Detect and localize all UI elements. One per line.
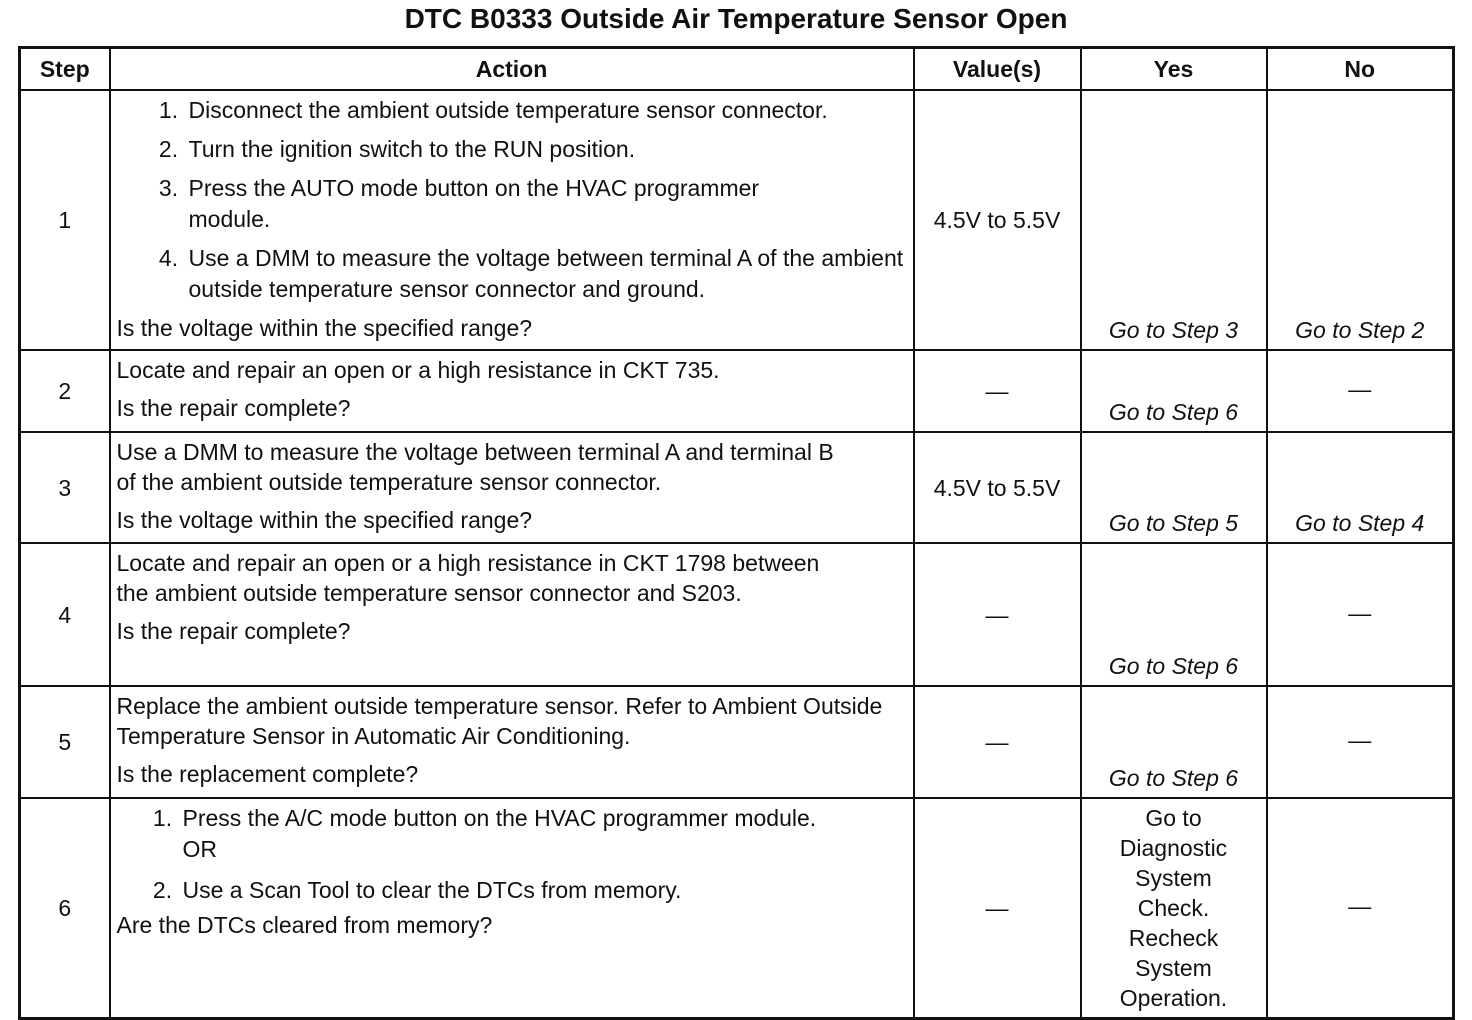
yes-cell: Go to Step 6	[1081, 686, 1267, 798]
action-cell	[110, 90, 914, 350]
no-cell: —	[1267, 350, 1454, 432]
no-cell: Go to Step 4	[1267, 432, 1454, 543]
step-number: 4	[20, 543, 110, 686]
list-item: 1. Disconnect the ambient outside temperature sensor connector.	[185, 95, 905, 126]
table-row	[20, 798, 1454, 1019]
action-steps	[117, 95, 905, 305]
table-row	[20, 543, 1454, 686]
value-cell: 4.5V to 5.5V	[914, 432, 1081, 543]
value-cell: —	[914, 350, 1081, 432]
list-item: 4. Use a DMM to measure the voltage between terminal A of the ambient outside temperature sensor connector and ground.	[185, 243, 905, 305]
table-header-row	[20, 48, 1454, 91]
list-item-text: Press the A/C mode button on the HVAC programmer module.	[182, 805, 817, 831]
step-number: 3	[20, 432, 110, 543]
header-step: Step	[20, 48, 110, 91]
action-cell	[110, 798, 914, 1019]
no-cell: —	[1267, 686, 1454, 798]
list-item: 2. Use a Scan Tool to clear the DTCs from memory.	[179, 875, 905, 906]
action-question: Is the repair complete?	[116, 618, 351, 644]
header-no: No	[1267, 48, 1454, 91]
action-cell	[110, 350, 914, 432]
action-cell	[110, 686, 914, 798]
action-question: Is the repair complete?	[116, 395, 351, 421]
action-question: Is the replacement complete?	[116, 761, 419, 787]
diagnostic-table	[18, 46, 1455, 1020]
action-text: Use a DMM to measure the voltage between terminal A and terminal B of the ambient outside temperature sensor connector.	[116, 439, 834, 495]
list-item	[179, 803, 905, 865]
list-item: 2. Turn the ignition switch to the RUN position.	[185, 134, 905, 165]
header-action: Action	[110, 48, 914, 91]
action-text: Locate and repair an open or a high resistance in CKT 1798 between the ambient outside temperature sensor connector and S203.	[116, 550, 820, 606]
action-cell	[110, 543, 914, 686]
step-number: 2	[20, 350, 110, 432]
value-cell: —	[914, 798, 1081, 1019]
table-row	[20, 686, 1454, 798]
action-text: Replace the ambient outside temperature sensor. Refer to Ambient Outside Temperature Sensor in Automatic Air Conditioning.	[116, 693, 883, 749]
no-cell: Go to Step 2	[1267, 90, 1454, 350]
action-question: Are the DTCs cleared from memory?	[116, 912, 493, 938]
table-row	[20, 350, 1454, 432]
step-number: 6	[20, 798, 110, 1019]
action-text: Locate and repair an open or a high resistance in CKT 735.	[116, 357, 720, 383]
header-yes: Yes	[1081, 48, 1267, 91]
action-question: Is the voltage within the specified range?	[116, 315, 533, 341]
header-values: Value(s)	[914, 48, 1081, 91]
yes-cell: Go to Step 6	[1081, 350, 1267, 432]
value-cell: 4.5V to 5.5V	[914, 90, 1081, 350]
table-row	[20, 432, 1454, 543]
value-cell: —	[914, 686, 1081, 798]
list-item: 3. Press the AUTO mode button on the HVAC programmer module.	[185, 173, 905, 235]
value-cell: —	[914, 543, 1081, 686]
yes-cell: Go to Step 3	[1081, 90, 1267, 350]
no-cell: —	[1267, 543, 1454, 686]
action-question: Is the voltage within the specified range?	[116, 507, 533, 533]
step-number: 1	[20, 90, 110, 350]
step-number: 5	[20, 686, 110, 798]
action-steps	[117, 803, 905, 906]
page-title: DTC B0333 Outside Air Temperature Sensor Open	[404, 3, 1068, 34]
yes-cell: Go to Step 5	[1081, 432, 1267, 543]
action-cell	[110, 432, 914, 543]
table-row	[20, 90, 1454, 350]
yes-cell: Go to Step 6	[1081, 543, 1267, 686]
or-label: OR	[182, 836, 217, 862]
yes-cell: Go to Diagnostic System Check. Recheck System Operation.	[1081, 798, 1267, 1019]
no-cell: —	[1267, 798, 1454, 1019]
